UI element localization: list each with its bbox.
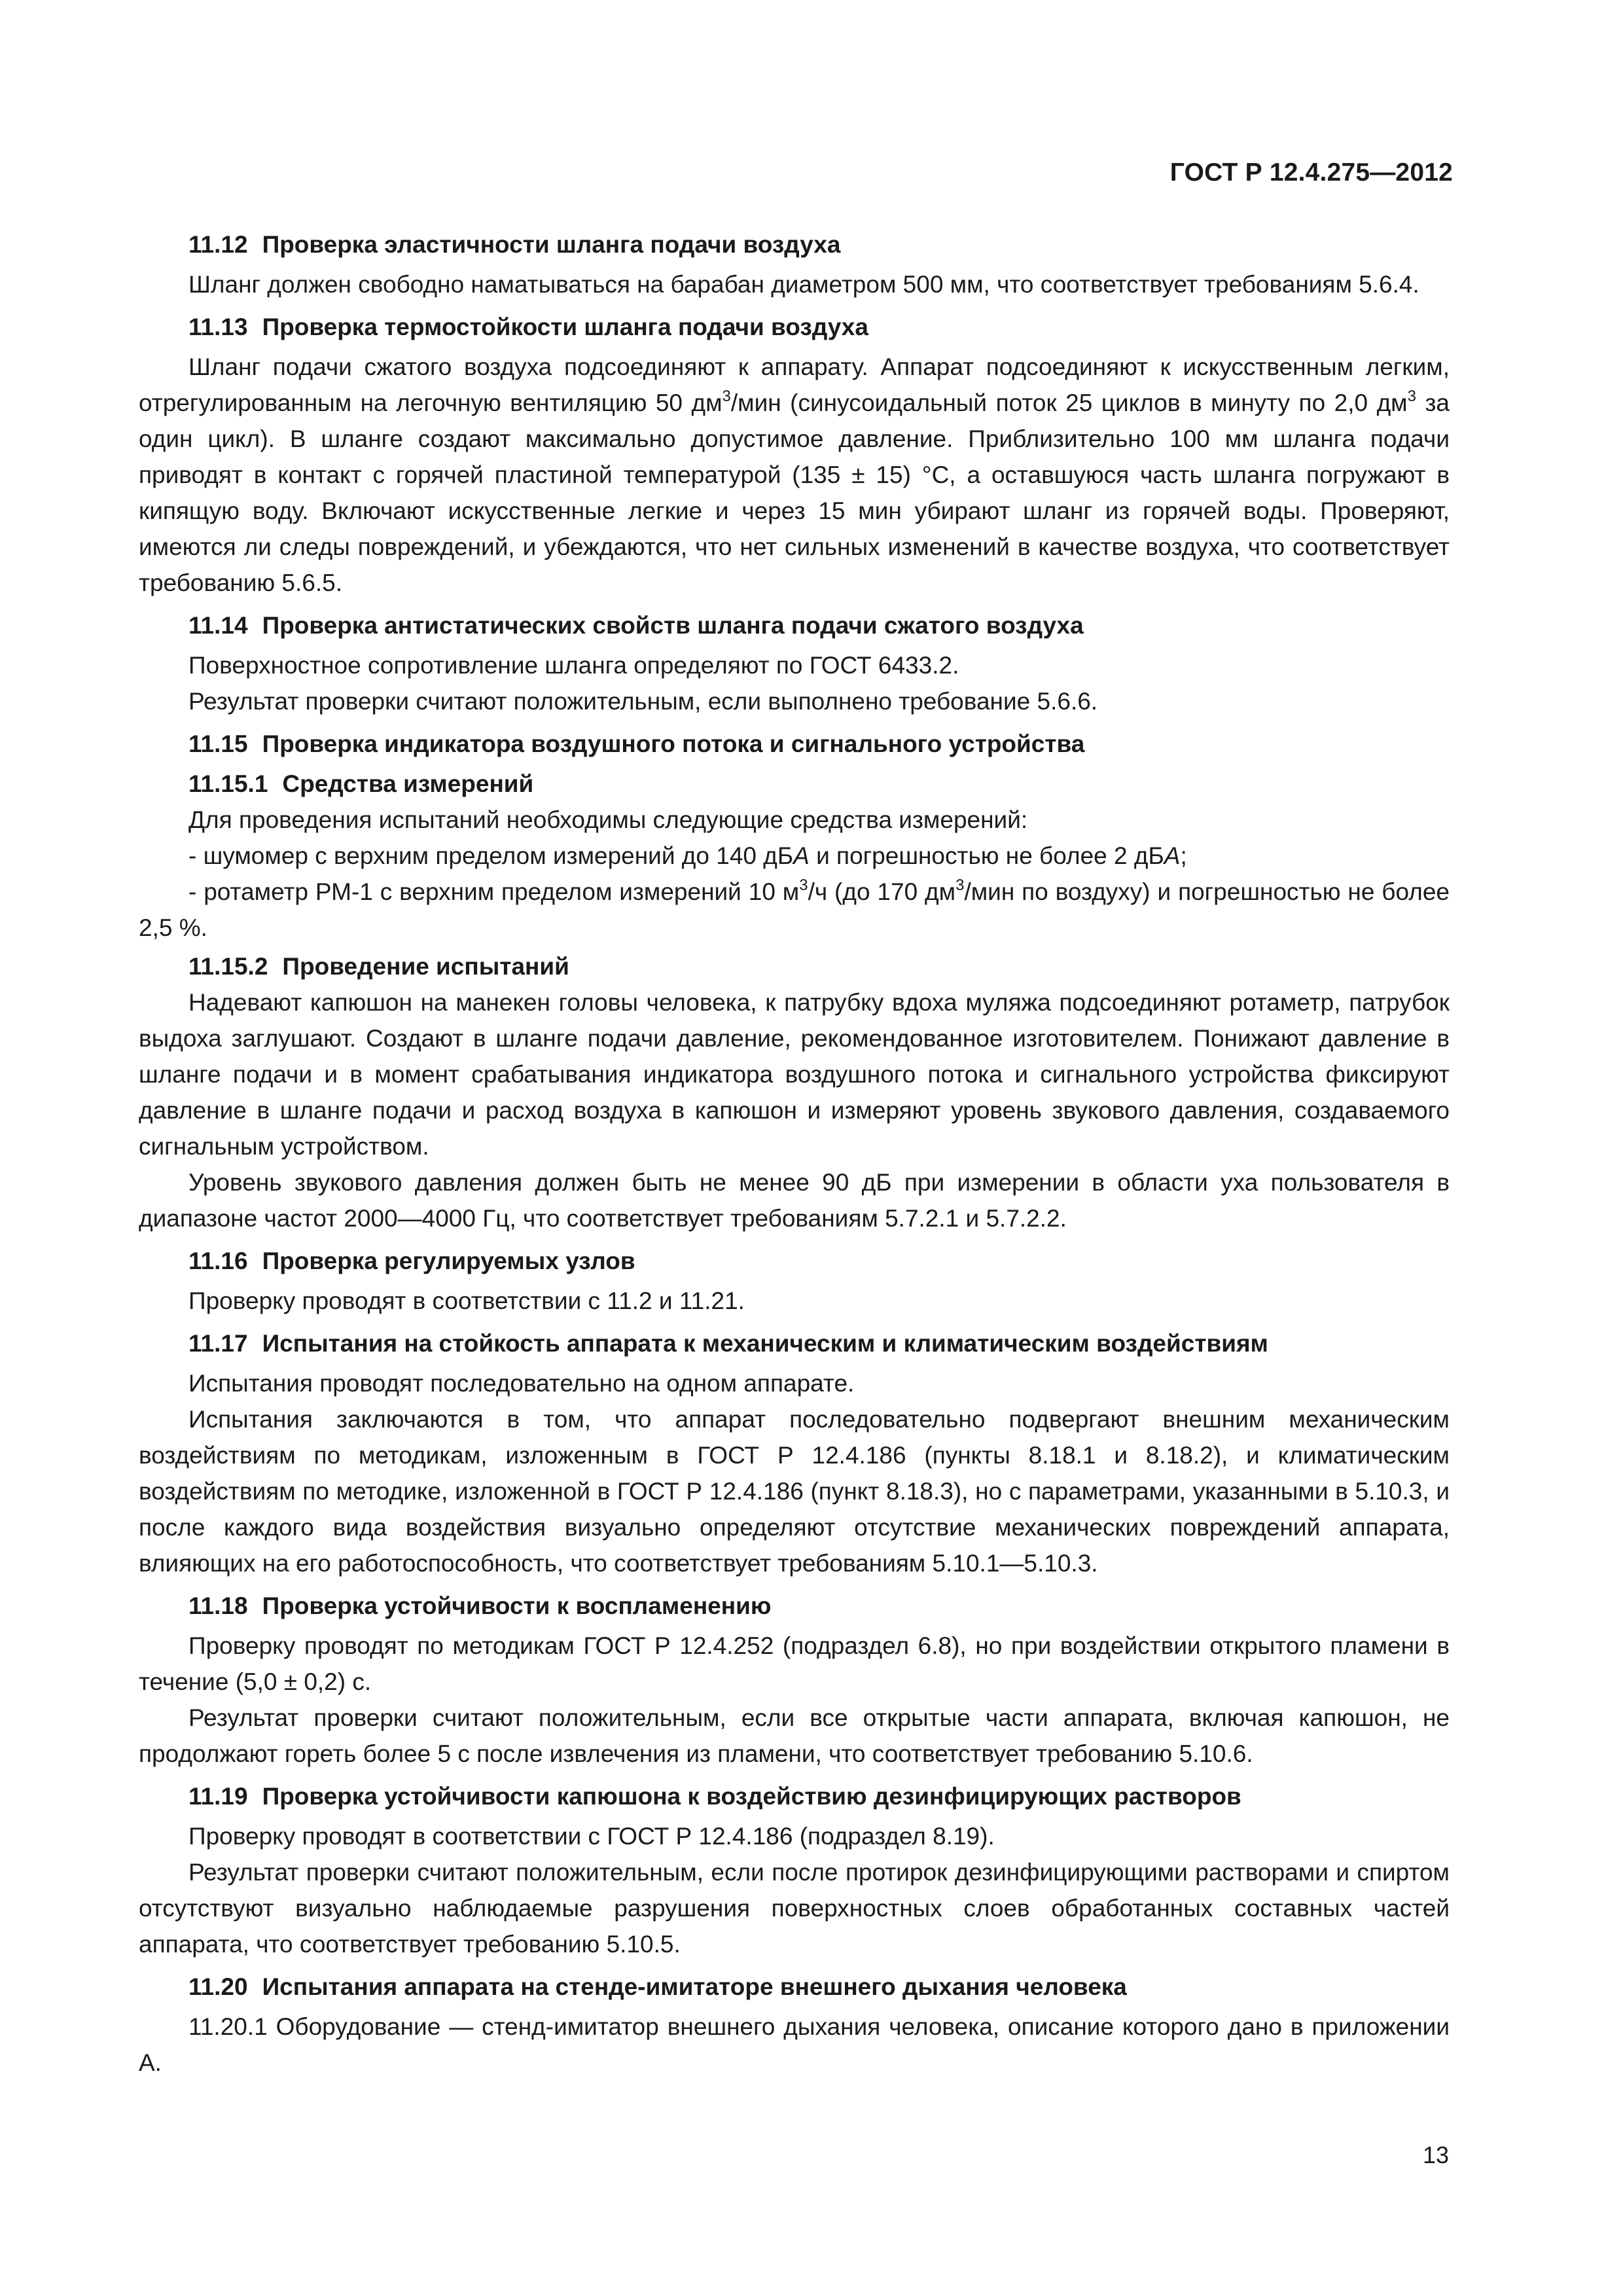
paragraph: Испытания проводят последовательно на одном аппарате. xyxy=(188,1370,855,1397)
paragraph: Результат проверки считают положительным, если после протирок дезинфицирующими растворами и спиртом отсутствуют визуально наблюдаемые разрушения поверхностных слоев обработанных составных частей аппарата, что соответствует требованию 5.10.5. xyxy=(139,1859,1450,1958)
paragraph: Шланг должен свободно наматываться на барабан диаметром 500 мм, что соответствует требованиям 5.6.4. xyxy=(188,271,1419,298)
section-heading-11-12: 11.12 Проверка эластичности шланга подачи воздуха xyxy=(188,231,841,258)
subsection-heading-11-15-2: 11.15.2 Проведение испытаний xyxy=(188,953,569,980)
list-item: - ротаметр РМ-1 с верхним пределом измерений 10 $м^3/ч$ (до 170 $дм^3$/мин по воздуху) и погрешностью не более 2,5 %. xyxy=(139,876,1450,941)
section-heading-11-15: 11.15 Проверка индикатора воздушного потока и сигнального устройства xyxy=(188,730,1085,757)
paragraph: Для проведения испытаний необходимы следующие средства измерений: xyxy=(188,806,1028,833)
paragraph: Результат проверки считают положительным, если все открытые части аппарата, включая капюшон, не продолжают гореть более 5 с после извлечения из пламени, что соответствует требованию 5.10.6. xyxy=(139,1704,1450,1767)
paragraph: Шланг подачи сжатого воздуха подсоединяют к аппарату. Аппарат подсоединяют к искусственным легким, отрегулированным на легочную вентиляцию 50 $дм^3$/мин (синусоидальный поток 25 циклов в минуту по 2,0 $дм^3$ за один цикл). В шланге создают максимально допустимое давление. Приблизительно 100 мм шланга подачи приводят в контакт с горячей пластиной температурой (135 ± 15) °С, а оставшуюся часть шланга погружают в кипящую воду. Включают искусственные легкие и через 15 мин убирают шланг из горячей воды. Проверяют, имеются ли следы повреждений, и убеждаются, что нет сильных изменений в качестве воздуха, что соответствует требованию 5.6.5. xyxy=(139,353,1450,596)
paragraph: Проверку проводят по методикам ГОСТ Р 12.4.252 (подраздел 6.8), но при воздействии открытого пламени в течение (5,0 ± 0,2) с. xyxy=(139,1632,1450,1695)
section-heading-11-18: 11.18 Проверка устойчивости к воспламенению xyxy=(188,1592,772,1619)
standard-designation: ГОСТ Р 12.4.275—2012 xyxy=(1169,158,1453,187)
section-heading-11-14: 11.14 Проверка антистатических свойств шланга подачи сжатого воздуха xyxy=(188,612,1084,639)
section-heading-11-13: 11.13 Проверка термостойкости шланга подачи воздуха xyxy=(188,314,868,340)
paragraph: Надевают капюшон на манекен головы человека, к патрубку вдоха муляжа подсоединяют ротаметр, патрубок выдоха заглушают. Создают в шланге подачи давление, рекомендованное изготовителем. Понижают давление в шланге подачи и в момент срабатывания индикатора воздушного потока и сигнального устройства фиксируют давление в шланге подачи и расход воздуха в капюшон и измеряют уровень звукового давления, создаваемого сигнальным устройством. xyxy=(139,989,1450,1160)
paragraph: Испытания заключаются в том, что аппарат последовательно подвергают внешним механическим воздействиям по методикам, изложенным в ГОСТ Р 12.4.186 (пункты 8.18.1 и 8.18.2), и климатическим воздействиям по методике, изложенной в ГОСТ Р 12.4.186 (пункт 8.18.3), но с параметрами, указанными в 5.10.3, и после каждого вида воздействия визуально определяют отсутствие механических повреждений аппарата, влияющих на его работоспособность, что соответствует требованиям 5.10.1—5.10.3. xyxy=(139,1406,1450,1577)
section-heading-11-19: 11.19 Проверка устойчивости капюшона к воздействию дезинфицирующих растворов xyxy=(188,1783,1241,1810)
section-heading-11-16: 11.16 Проверка регулируемых узлов xyxy=(188,1247,635,1274)
paragraph: Поверхностное сопротивление шланга определяют по ГОСТ 6433.2. xyxy=(188,652,959,679)
paragraph: 11.20.1 Оборудование — стенд-имитатор внешнего дыхания человека, описание которого дано в приложении А. xyxy=(139,2013,1450,2076)
paragraph: Уровень звукового давления должен быть не менее 90 дБ при измерении в области уха пользователя в диапазоне частот 2000—4000 Гц, что соответствует требованиям 5.7.2.1 и 5.7.2.2. xyxy=(139,1169,1450,1232)
list-item: - шумомер с верхним пределом измерений до 140 дБА и погрешностью не более 2 дБА; xyxy=(188,842,1187,869)
paragraph: Проверку проводят в соответствии с 11.2 и 11.21. xyxy=(188,1287,745,1314)
paragraph: Проверку проводят в соответствии с ГОСТ Р 12.4.186 (подраздел 8.19). xyxy=(188,1823,995,1850)
document-body xyxy=(139,226,1450,2081)
paragraph: Результат проверки считают положительным, если выполнено требование 5.6.6. xyxy=(188,688,1098,715)
page-number: 13 xyxy=(1422,2142,1449,2168)
section-heading-11-20: 11.20 Испытания аппарата на стенде-имитаторе внешнего дыхания человека xyxy=(188,1973,1127,2000)
subsection-heading-11-15-1: 11.15.1 Средства измерений xyxy=(188,770,534,797)
section-heading-11-17: 11.17 Испытания на стойкость аппарата к механическим и климатическим воздействиям xyxy=(188,1330,1268,1357)
